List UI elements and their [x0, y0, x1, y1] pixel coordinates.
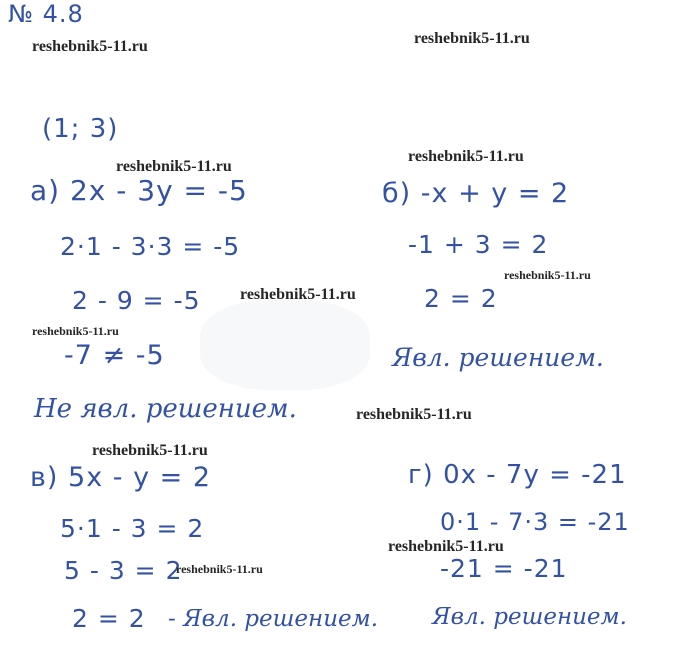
- part-v-equation: в) 5x - y = 2: [30, 462, 212, 493]
- watermark: reshebnik5-11.ru: [32, 324, 119, 338]
- problem-number: № 4.8: [8, 0, 84, 28]
- watermark: reshebnik5-11.ru: [388, 538, 504, 555]
- watermark: reshebnik5-11.ru: [356, 406, 472, 423]
- part-v-step-2: 5 - 3 = 2: [64, 556, 183, 585]
- part-g-equation: г) 0x - 7y = -21: [408, 460, 627, 490]
- watermark: reshebnik5-11.ru: [116, 158, 232, 175]
- background-smudge: [200, 300, 370, 390]
- part-v-step-3: 2 = 2: [72, 604, 146, 633]
- part-g-conclusion: Явл. решением.: [432, 604, 627, 630]
- part-b-conclusion: Явл. решением.: [392, 343, 604, 372]
- watermark: reshebnik5-11.ru: [92, 442, 208, 459]
- watermark: reshebnik5-11.ru: [176, 562, 263, 576]
- part-b-equation: б) -x + y = 2: [382, 178, 570, 209]
- part-b-step-2: 2 = 2: [424, 284, 498, 313]
- part-g-step-2: -21 = -21: [440, 554, 568, 583]
- watermark: reshebnik5-11.ru: [414, 30, 530, 47]
- watermark: reshebnik5-11.ru: [240, 286, 356, 303]
- watermark: reshebnik5-11.ru: [32, 38, 148, 55]
- part-a-step-1: 2·1 - 3·3 = -5: [60, 232, 241, 261]
- point-coordinates: (1; 3): [42, 114, 119, 144]
- part-v-step-1: 5·1 - 3 = 2: [60, 514, 205, 543]
- part-g-step-1: 0·1 - 7·3 = -21: [440, 508, 630, 536]
- watermark: reshebnik5-11.ru: [504, 268, 591, 282]
- part-a-step-3: -7 ≠ -5: [64, 340, 165, 371]
- watermark: reshebnik5-11.ru: [408, 148, 524, 165]
- part-b-step-1: -1 + 3 = 2: [408, 230, 549, 259]
- part-a-equation: а) 2x - 3y = -5: [30, 174, 248, 207]
- part-v-conclusion: - Явл. решением.: [168, 606, 378, 632]
- part-a-step-2: 2 - 9 = -5: [72, 286, 201, 315]
- part-a-conclusion: Не явл. решением.: [34, 394, 297, 424]
